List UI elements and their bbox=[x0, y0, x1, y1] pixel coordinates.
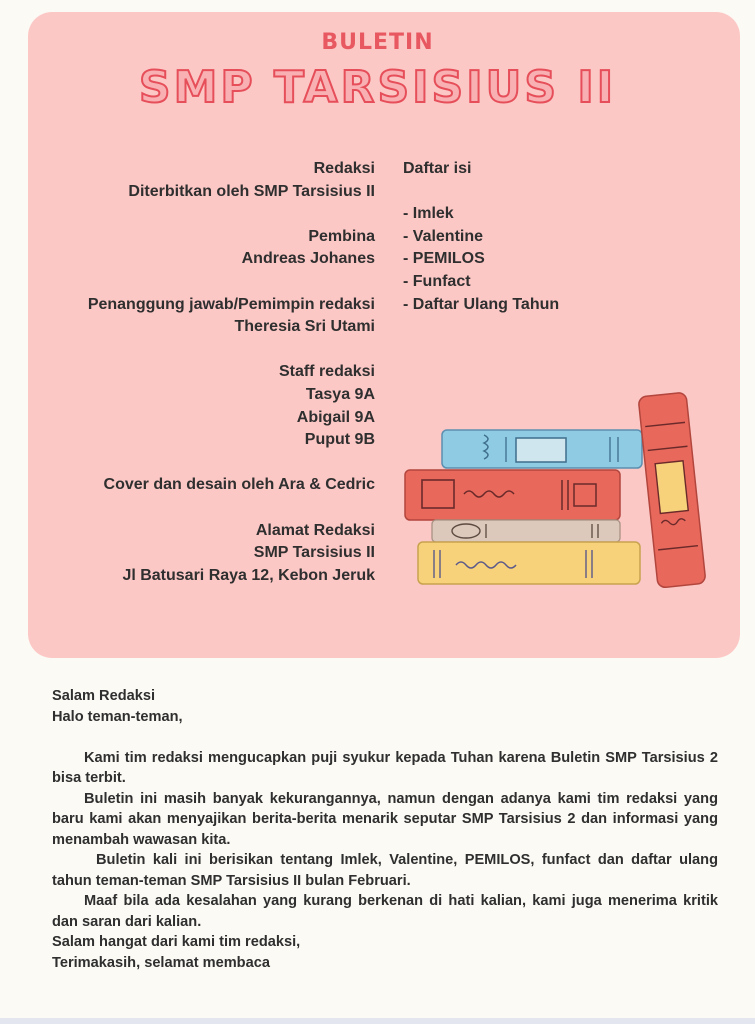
letter-greeting: Salam Redaksi bbox=[52, 688, 156, 704]
toc-item: - Funfact bbox=[403, 272, 471, 290]
spacer bbox=[88, 452, 375, 475]
redaksi-line: Puput 9B bbox=[304, 431, 375, 449]
table-of-contents bbox=[403, 158, 559, 316]
toc-item: - Daftar Ulang Tahun bbox=[403, 295, 560, 313]
redaksi-line: Penanggung jawab/Pemimpin redaksi bbox=[87, 295, 375, 313]
spacer bbox=[88, 497, 375, 520]
toc-item: - PEMILOS bbox=[403, 250, 485, 268]
editorial-letter bbox=[52, 686, 718, 973]
spacer bbox=[88, 203, 375, 226]
yellow-book bbox=[418, 542, 640, 584]
bulletin-title: SMP TARSISIUS II bbox=[138, 62, 617, 113]
bulletin-kicker: BULETIN bbox=[321, 30, 434, 55]
spacer bbox=[52, 727, 718, 748]
spacer bbox=[403, 181, 559, 204]
leaning-book bbox=[638, 392, 706, 588]
letter-paragraph: Maaf bila ada kesalahan yang kurang berkenan di hati kalian, kami juga menerima kritik dan saran dari kalian. bbox=[52, 893, 718, 930]
letter-paragraph: Buletin kali ini berisikan tentang Imlek, Valentine, PEMILOS, funfact dan daftar ulang tahun teman-teman SMP Tarsisius II bulan Februari. bbox=[52, 852, 718, 889]
bottom-bar bbox=[0, 1018, 755, 1024]
toc-heading: Daftar isi bbox=[403, 160, 472, 177]
redaksi-line: Jl Batusari Raya 12, Kebon Jeruk bbox=[122, 566, 375, 584]
letter-opening: Halo teman-teman, bbox=[52, 708, 183, 725]
red-book bbox=[405, 470, 620, 520]
toc-item: - Valentine bbox=[403, 227, 484, 245]
spacer bbox=[88, 339, 375, 362]
redaksi-line: Cover dan desain oleh Ara & Cedric bbox=[103, 476, 375, 494]
redaksi-line: SMP Tarsisius II bbox=[253, 544, 375, 562]
redaksi-line: Diterbitkan oleh SMP Tarsisius II bbox=[128, 182, 375, 200]
redaksi-line: Pembina bbox=[308, 227, 375, 245]
redaksi-line: Andreas Johanes bbox=[241, 250, 375, 268]
redaksi-line: Staff redaksi bbox=[278, 363, 375, 381]
letter-paragraph: Kami tim redaksi mengucapkan puji syukur kepada Tuhan karena Buletin SMP Tarsisius 2 bisa terbit. bbox=[52, 749, 718, 786]
redaksi-line: Theresia Sri Utami bbox=[234, 318, 375, 336]
redaksi-line: Redaksi bbox=[313, 160, 375, 177]
letter-paragraph: Buletin ini masih banyak kekurangannya, namun dengan adanya kami tim redaksi yang baru kami akan menyajikan berita-berita menarik seputar SMP Tarsisius 2 dan informasi yang menambah wawasan kita. bbox=[52, 790, 718, 848]
letter-signoff: Terimakasih, selamat membaca bbox=[52, 954, 270, 971]
letter-closing: Salam hangat dari kami tim redaksi, bbox=[52, 934, 301, 950]
blue-book bbox=[442, 430, 642, 468]
redaksi-column bbox=[88, 158, 375, 587]
beige-book bbox=[432, 520, 620, 542]
book-stack-illustration bbox=[400, 390, 715, 595]
redaksi-line: Tasya 9A bbox=[305, 385, 375, 403]
spacer bbox=[88, 271, 375, 294]
toc-item: - Imlek bbox=[403, 205, 454, 223]
redaksi-line: Alamat Redaksi bbox=[255, 521, 375, 539]
redaksi-line: Abigail 9A bbox=[296, 408, 375, 426]
